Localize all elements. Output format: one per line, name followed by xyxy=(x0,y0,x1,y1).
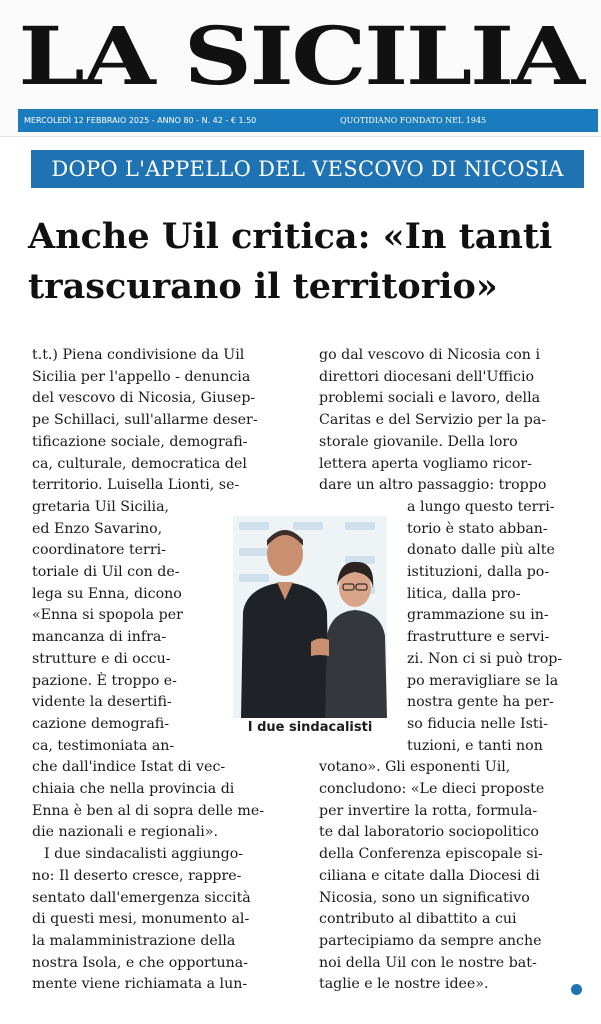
body-text-line: lega su Enna, dicono xyxy=(32,585,182,602)
founded-line: QUOTIDIANO FONDATO NEL 1945 xyxy=(340,116,487,125)
body-text-line: concludono: «Le dieci proposte xyxy=(319,781,545,798)
body-text-line: t.t.) Piena condivisione da Uil xyxy=(32,347,245,363)
body-text-line: donato dalle più alte xyxy=(407,542,555,559)
body-text-line: problemi sociali e lavoro, della xyxy=(319,390,541,407)
photo-caption: I due sindacalisti xyxy=(247,720,373,735)
article-headline: Anche Uil critica: «In tanti trascurano il territorio» xyxy=(28,216,553,307)
body-text-line: grammazione su in- xyxy=(407,607,549,624)
divider xyxy=(0,136,601,137)
body-text-line: territorio. Luisella Lionti, se- xyxy=(32,477,240,494)
body-text-line: a lungo questo terri- xyxy=(407,498,555,515)
body-text-line: tuzioni, e tanti non xyxy=(407,737,543,754)
body-text-line: frastrutture e servi- xyxy=(407,629,550,646)
body-text-line: ca, culturale, democratica del xyxy=(32,455,247,472)
body-text-line: lettera aperta vogliamo ricor- xyxy=(319,455,532,472)
body-text-line: vidente la desertifi- xyxy=(32,694,172,711)
body-text-line: Caritas e del Servizio per la pa- xyxy=(319,412,547,429)
body-text-line: die nazionali e regionali». xyxy=(32,824,218,841)
body-text-line: taglie e le nostre idee». xyxy=(319,976,489,993)
body-text-line: strutture e di occu- xyxy=(32,650,171,667)
issue-info-bar xyxy=(18,109,598,132)
body-text-line: toriale di Uil con de- xyxy=(32,564,180,581)
body-text-line: del vescovo di Nicosia, Giusep- xyxy=(32,390,256,407)
body-text-line: della Conferenza episcopale si- xyxy=(319,846,543,863)
body-text-line: chiaia che nella provincia di xyxy=(32,781,235,798)
body-text-line: cazione demografi- xyxy=(32,715,170,732)
body-text-line: gretaria Uil Sicilia, xyxy=(32,498,170,515)
body-text-line: per invertire la rotta, formula- xyxy=(319,802,538,819)
body-text-line: zi. Non ci si può trop- xyxy=(407,650,563,667)
body-text-line: storale giovanile. Della loro xyxy=(319,433,518,450)
body-text-line: litica, dalla pro- xyxy=(407,585,521,602)
body-text-line: pazione. È troppo e- xyxy=(32,672,177,689)
body-text-line: nostra Isola, e che opportuna- xyxy=(32,954,249,971)
body-text-line: coordinatore terri- xyxy=(32,542,166,559)
body-text-line: go dal vescovo di Nicosia con i xyxy=(319,347,540,363)
body-text-line: ciliana e citate dalla Diocesi di xyxy=(319,867,540,884)
body-text-line: te dal laboratorio sociopolitico xyxy=(319,824,539,841)
body-text-line: Enna è ben al di sopra delle me- xyxy=(32,802,265,819)
body-text-line: dare un altro passaggio: troppo xyxy=(319,477,547,494)
body-text-line: Nicosia, sono un significativo xyxy=(319,889,530,906)
article-kicker: DOPO L'APPELLO DEL VESCOVO DI NICOSIA xyxy=(31,150,584,188)
body-text-line: so fiducia nelle Isti- xyxy=(407,715,548,732)
body-text-line: noi della Uil con le nostre bat- xyxy=(319,954,537,971)
body-text-line: tificazione sociale, demografi- xyxy=(32,433,248,450)
newspaper-logo: LA SICILIA xyxy=(18,9,583,103)
end-of-article-dot-icon xyxy=(571,984,582,995)
body-text-line: I due sindacalisti aggiungo- xyxy=(44,846,244,863)
body-text-line: mente viene richiamata a lun- xyxy=(32,976,248,993)
body-text-line: la malamministrazione della xyxy=(32,932,236,949)
article-photo xyxy=(233,516,387,718)
body-text-line: partecipiamo da sempre anche xyxy=(319,932,542,949)
body-text-line: contributo al dibattito a cui xyxy=(319,911,517,928)
body-text-line: che dall'indice Istat di vec- xyxy=(32,759,226,776)
body-text-line: Sicilia per l'appello - denuncia xyxy=(32,368,251,385)
body-text-line: direttori diocesani dell'Ufficio xyxy=(319,368,535,385)
issue-date: MERCOLEDÌ 12 FEBBRAIO 2025 - ANNO 80 - N. 42 - € 1.50 xyxy=(24,116,257,125)
body-text-line: sentato dall'emergenza siccità xyxy=(32,889,251,906)
body-text-line: pe Schillaci, sull'allarme deser- xyxy=(32,412,258,429)
body-text-line: no: Il deserto cresce, rappre- xyxy=(32,867,242,884)
body-text-line: torio è stato abban- xyxy=(407,520,548,537)
two-people-photo-icon xyxy=(233,516,387,718)
body-text-line: istituzioni, dalla po- xyxy=(407,564,550,581)
body-text-line: mancanza di infra- xyxy=(32,629,167,646)
body-text-line: di questi mesi, monumento al- xyxy=(32,911,250,928)
body-text-line: ed Enzo Savarino, xyxy=(32,520,163,537)
body-text-line: votano». Gli esponenti Uil, xyxy=(319,759,511,776)
body-text-line: po meravigliare se la xyxy=(407,672,559,689)
body-text-line: ca, testimoniata an- xyxy=(32,737,175,754)
body-text-line: «Enna si spopola per xyxy=(32,607,183,624)
body-text-line: nostra gente ha per- xyxy=(407,694,554,711)
masthead xyxy=(0,0,601,136)
